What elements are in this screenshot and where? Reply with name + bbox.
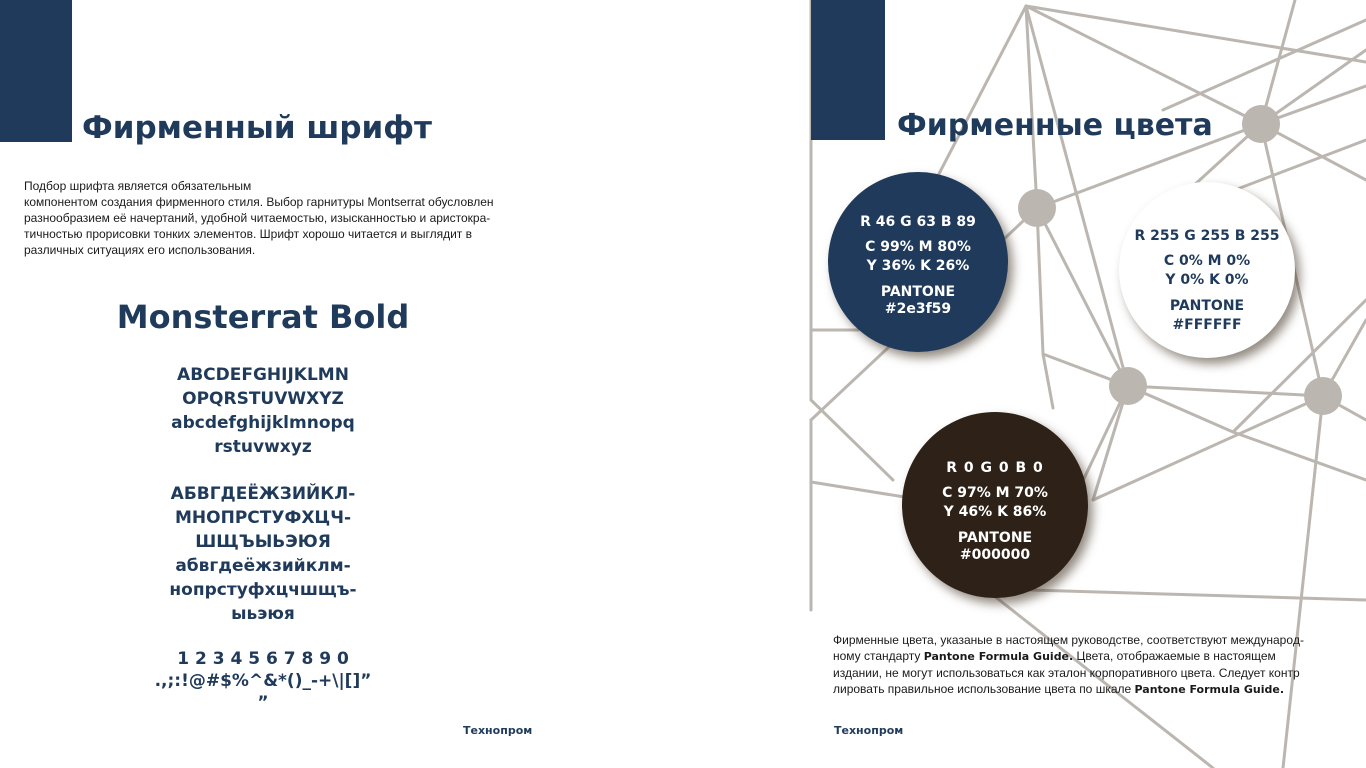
swatch-hex: #000000 — [959, 547, 1031, 563]
network-line — [1233, 432, 1366, 480]
colors-page — [683, 0, 1366, 768]
swatch-cmyk: C 99% M 80% — [865, 239, 971, 255]
color-swatch-dark — [902, 412, 1088, 598]
swatch-rgb: R 255 G 255 B 255 — [1134, 228, 1280, 244]
glyph-line: МНОПРСТУФХЦЧ- — [175, 508, 351, 528]
glyph-line: .,;:!@#$%^&*()_-+\|[]” — [154, 671, 372, 691]
note-line — [833, 648, 1353, 665]
accent-block — [811, 0, 885, 140]
glyph-line: ABCDEFGHIJKLMN — [177, 365, 349, 385]
color-note — [833, 632, 1353, 698]
swatch-cmyk: C 97% M 70% — [942, 485, 1048, 501]
swatch-hex: #2e3f59 — [884, 301, 952, 317]
swatch-pantone-label: PANTONE — [1169, 298, 1245, 314]
pantone-guide-name: Pantone Formula Guide. — [1134, 683, 1284, 696]
note-text: Цвета, отображаемые в настоящем — [1073, 649, 1276, 663]
color-swatch-navy — [828, 172, 1008, 352]
note-text: лировать правильное использование цвета по шкале — [833, 682, 1135, 696]
network-line — [1031, 590, 1366, 600]
intro-line: тичностью прорисовки тонких элементов. Шрифт хорошо читается и выглядит в — [24, 227, 472, 241]
page-title: Фирменный шрифт — [82, 110, 432, 146]
network-node — [1304, 377, 1342, 415]
network-line — [1128, 386, 1323, 396]
intro-text — [24, 178, 524, 258]
color-swatch-white — [1119, 182, 1295, 358]
glyph-line: abcdefghijklmnopq — [171, 413, 355, 433]
network-line — [811, 400, 893, 480]
network-node — [1018, 189, 1056, 227]
network-node — [1242, 105, 1280, 143]
swatch-cmyk: C 0% M 0% — [1163, 253, 1251, 269]
glyph-line: ШЩЪЫЬЭЮЯ — [195, 532, 331, 552]
cyrillic-glyph-sample — [60, 482, 466, 626]
note-line — [833, 681, 1353, 698]
page-title: Фирменные цвета — [897, 108, 1213, 143]
network-line — [1043, 354, 1053, 408]
swatch-rgb: R 0 G 0 B 0 — [946, 460, 1044, 476]
glyph-line: rstuvwxyz — [214, 437, 312, 457]
swatch-hex: #FFFFFF — [1172, 317, 1242, 333]
accent-block — [0, 0, 72, 142]
network-node — [1109, 367, 1147, 405]
network-line — [1026, 6, 1261, 124]
note-line: Фирменные цвета, указаные в настоящем руководстве, соответствуют междунарoд- — [833, 633, 1304, 647]
network-line — [1037, 208, 1043, 354]
latin-glyph-sample — [60, 363, 466, 459]
intro-line: различных ситуациях его использования. — [24, 243, 256, 257]
pantone-guide-name: Pantone Formula Guide. — [923, 650, 1074, 663]
note-line: издании, не могут использоваться как эталон корпоративного цвета. Следует контр — [833, 666, 1300, 680]
network-line — [1037, 208, 1128, 386]
glyph-line: нопрстуфхцчшщъ- — [169, 580, 357, 600]
swatch-cmyk: Y 46% K 86% — [943, 504, 1047, 520]
swatch-rgb: R 46 G 63 B 89 — [860, 214, 976, 230]
digits-symbols-sample — [60, 648, 466, 714]
glyph-line: OPQRSTUVWXYZ — [182, 389, 344, 409]
footer-brand: Технопром — [834, 724, 904, 737]
intro-line: компонентом создания фирменного стиля. Выбор гарнитуры Montserrat обусловлен — [24, 195, 494, 209]
swatch-pantone-label: PANTONE — [957, 530, 1033, 546]
swatch-cmyk: Y 0% K 0% — [1165, 272, 1249, 288]
swatch-pantone-label: PANTONE — [880, 284, 956, 300]
footer-brand: Технопром — [463, 724, 533, 737]
intro-line: Подбор шрифта является обязательным — [24, 179, 252, 193]
font-name-heading: Monsterrat Bold — [116, 298, 410, 336]
network-line — [1026, 6, 1366, 62]
glyph-line: ” — [257, 693, 269, 713]
glyph-line: АБВГДЕЁЖЗИЙКЛ- — [170, 484, 356, 504]
glyph-line: абвгдеёжзийклм- — [175, 556, 351, 576]
glyph-line: ыьэюя — [231, 604, 295, 624]
intro-line: разнообразием её начертаний, удобной читаемостью, изысканностью и аристокра- — [24, 211, 491, 225]
note-text: ному стандарту — [833, 649, 924, 663]
network-line — [1093, 396, 1323, 500]
swatch-cmyk: Y 36% K 26% — [866, 258, 970, 274]
glyph-line: 1 2 3 4 5 6 7 8 9 0 — [177, 649, 349, 669]
